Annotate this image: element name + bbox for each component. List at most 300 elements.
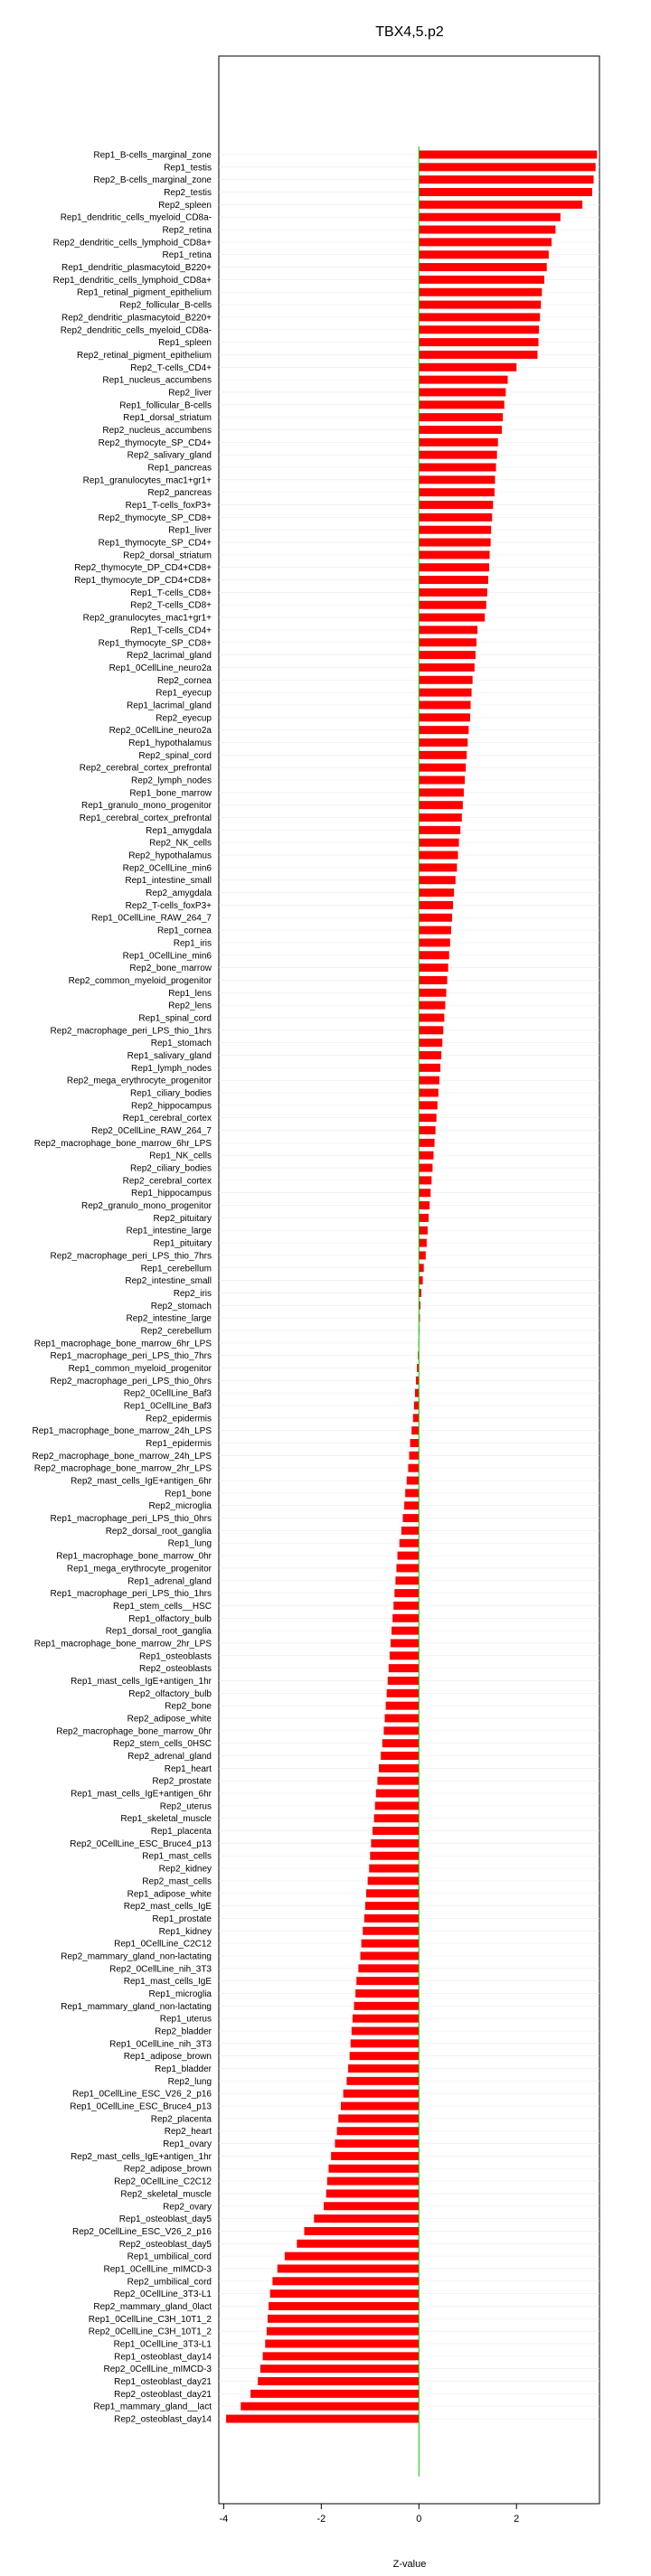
bar (413, 1414, 419, 1422)
bar (419, 1251, 426, 1259)
category-label: Rep1_stem_cells__HSC (113, 1601, 212, 1612)
category-label: Rep1_retinal_pigment_epithelium (77, 287, 212, 298)
bar (419, 614, 485, 622)
category-label: Rep2_mast_cells_IgE+antigen_6hr (71, 1476, 212, 1487)
bar (419, 964, 448, 972)
bar (350, 2052, 420, 2060)
category-label: Rep2_mast_cells_IgE+antigen_1hr (71, 2151, 212, 2162)
bar (419, 1201, 429, 1209)
bar (358, 1964, 419, 1972)
category-label: Rep1_olfactory_bulb (128, 1613, 212, 1624)
category-label: Rep2_iris (173, 1288, 212, 1299)
bar (365, 1902, 419, 1910)
bar (370, 1852, 419, 1860)
bar (371, 1839, 419, 1847)
category-label: Rep2_kidney (158, 1864, 212, 1875)
bar (419, 1227, 428, 1235)
category-label: Rep2_adrenal_gland (127, 1752, 212, 1763)
category-label: Rep1_spinal_cord (138, 1013, 212, 1024)
bar (379, 1764, 419, 1772)
bar (404, 1501, 419, 1509)
category-label: Rep2_macrophage_bone_marrow_24h_LPS (32, 1451, 212, 1462)
bar (401, 1527, 419, 1535)
category-label: Rep1_stomach (150, 1039, 212, 1049)
category-label: Rep1_placenta (150, 1827, 212, 1838)
bar (419, 351, 537, 359)
bar (419, 363, 516, 371)
category-label: Rep2_macrophage_peri_LPS_thio_7hrs (50, 1251, 212, 1262)
bar (419, 563, 489, 571)
bar (250, 2390, 419, 2398)
category-label: Rep2_adipose_white (127, 1714, 212, 1725)
category-label: Rep2_ovary (163, 2202, 212, 2213)
category-label: Rep1_thymocyte_DP_CD4+CD8+ (74, 576, 212, 587)
bar (398, 1552, 420, 1560)
bar (385, 1715, 420, 1723)
bar (419, 651, 476, 659)
bar (419, 475, 495, 484)
category-label: Rep2_osteoblast_day5 (118, 2239, 212, 2250)
category-label: Rep2_bone_marrow (129, 964, 212, 974)
bar (267, 2327, 419, 2336)
bar (419, 700, 470, 709)
category-label: Rep2_osteoblast_day21 (114, 2389, 212, 2400)
bar (395, 1576, 419, 1584)
category-label: Rep2_dorsal_root_ganglia (105, 1526, 212, 1537)
category-label: Rep2_eyecup (156, 713, 212, 724)
bar (419, 1026, 443, 1034)
bar (419, 1126, 435, 1134)
category-label: Rep1_testis (164, 163, 212, 174)
category-label: Rep2_common_myeloid_progenitor (68, 975, 212, 986)
bar (405, 1489, 419, 1497)
category-label: Rep1_granulo_mono_progenitor (81, 801, 212, 812)
bar (411, 1426, 419, 1434)
bar (419, 426, 502, 434)
category-label: Rep2_testis (164, 188, 212, 199)
bar (419, 826, 460, 834)
category-label: Rep2_stem_cells_0HSC (113, 1739, 212, 1750)
category-label: Rep2_lens (168, 1001, 212, 1011)
category-label: Rep2_pancreas (147, 488, 212, 499)
category-label: Rep1_prostate (152, 1913, 212, 1924)
bar (419, 250, 549, 259)
category-label: Rep2_cerebral_cortex (122, 1176, 212, 1187)
category-label: Rep2_epidermis (146, 1414, 212, 1424)
bar (366, 1889, 419, 1897)
category-label: Rep2_hippocampus (131, 1101, 212, 1112)
category-label: Rep2_bone (165, 1701, 212, 1712)
x-tick-label: 2 (514, 2514, 520, 2524)
bar (344, 2090, 420, 2098)
bar (419, 1101, 438, 1109)
bar (324, 2202, 419, 2210)
category-label: Rep2_T-cells_foxP3+ (125, 900, 212, 911)
category-label: Rep1_epidermis (146, 1439, 212, 1450)
category-label: Rep1_nucleus_accumbens (102, 375, 212, 386)
bar (419, 625, 477, 634)
category-label: Rep2_prostate (152, 1776, 212, 1787)
bar (419, 788, 464, 796)
category-label: Rep2_dendritic_cells_lymphoid_CD8a+ (52, 238, 212, 249)
category-label: Rep1_macrophage_peri_LPS_thio_7hrs (50, 1351, 212, 1362)
bar (353, 2015, 419, 2023)
bar (410, 1452, 420, 1460)
category-label: Rep1_dendritic_cells_lymphoid_CD8a+ (52, 275, 212, 286)
category-label: Rep1_macrophage_bone_marrow_24h_LPS (32, 1426, 212, 1437)
bar (419, 413, 503, 421)
bar (419, 1176, 431, 1184)
category-label: Rep2_lung (167, 2076, 212, 2087)
bar (419, 901, 453, 909)
category-label: Rep1_0CellLine_mIMCD-3 (103, 2264, 212, 2275)
bar (346, 2077, 419, 2085)
category-label: Rep2_0CellLine_ESC_V26_2_p16 (71, 2226, 212, 2237)
category-label: Rep1_lacrimal_gland (127, 700, 212, 711)
category-label: Rep1_0CellLine_min6 (122, 951, 212, 962)
category-label: Rep2_NK_cells (149, 838, 212, 849)
bar (419, 638, 476, 646)
category-label: Rep2_spleen (158, 200, 212, 211)
bar (335, 2139, 419, 2148)
bar (386, 1702, 420, 1710)
bar (394, 1589, 419, 1597)
bar (419, 1214, 429, 1222)
category-label: Rep1_B-cells_marginal_zone (93, 150, 212, 161)
bar (269, 2302, 419, 2310)
category-label: Rep1_adrenal_gland (127, 1576, 212, 1587)
bar (351, 2039, 420, 2047)
category-label: Rep2_pituitary (153, 1213, 212, 1224)
category-label: Rep2_uterus (159, 1801, 212, 1812)
category-label: Rep2_lymph_nodes (131, 776, 212, 786)
category-label: Rep2_cerebral_cortex_prefrontal (79, 763, 212, 774)
category-label: Rep2_0CellLine_C3H_10T1_2 (88, 2327, 212, 2337)
bar (260, 2364, 419, 2373)
x-tick-label: -4 (219, 2514, 229, 2524)
bar (341, 2102, 419, 2111)
category-label: Rep2_thymocyte_DP_CD4+CD8+ (74, 563, 212, 574)
category-label: Rep1_T-cells_foxP3+ (125, 501, 212, 512)
category-label: Rep2_0CellLine_ESC_Bruce4_p13 (70, 1838, 212, 1849)
category-label: Rep1_microglia (148, 1988, 212, 1999)
category-label: Rep1_umbilical_cord (127, 2252, 212, 2262)
category-label: Rep1_cerebral_cortex_prefrontal (79, 813, 212, 824)
category-label: Rep2_macrophage_bone_marrow_6hr_LPS (33, 1138, 212, 1149)
category-label: Rep2_cornea (156, 675, 212, 686)
category-label: Rep1_bone_marrow (129, 788, 212, 799)
category-label: Rep2_T-cells_CD4+ (130, 362, 212, 373)
category-label: Rep1_lung (167, 1538, 212, 1549)
bar (419, 813, 462, 822)
category-label: Rep1_cerebral_cortex (122, 1114, 212, 1124)
bar (368, 1876, 420, 1885)
category-label: Rep1_mammary_gland__lact (93, 2402, 212, 2412)
category-label: Rep1_mammary_gland_non-lactating (61, 2001, 212, 2012)
category-label: Rep2_microglia (148, 1501, 212, 1512)
category-label: Rep2_skeletal_muscle (120, 2189, 212, 2200)
category-label: Rep1_bone (165, 1489, 212, 1500)
category-label: Rep2_macrophage_bone_marrow_2hr_LPS (33, 1463, 212, 1474)
category-label: Rep1_skeletal_muscle (120, 1814, 212, 1825)
category-label: Rep1_0CellLine_3T3-L1 (113, 2339, 212, 2350)
category-label: Rep2_B-cells_marginal_zone (93, 175, 212, 186)
category-label: Rep1_bladder (155, 2064, 212, 2075)
category-label: Rep2_dendritic_plasmacytoid_B220+ (61, 313, 212, 324)
category-label: Rep1_osteoblast_day14 (114, 2352, 212, 2363)
bar (419, 1001, 445, 1010)
category-label: Rep2_0CellLine_min6 (122, 863, 212, 874)
category-label: Rep1_lymph_nodes (131, 1063, 212, 1074)
bar (419, 1152, 433, 1160)
bar (419, 464, 495, 472)
bar (226, 2415, 419, 2423)
category-label: Rep2_spinal_cord (138, 750, 212, 761)
category-label: Rep1_macrophage_peri_LPS_thio_0hrs (50, 1514, 212, 1525)
bar (419, 1189, 430, 1197)
category-label: Rep2_mammary_gland_non-lactating (61, 1951, 212, 1962)
bar (382, 1739, 419, 1747)
category-label: Rep2_osteoblast_day14 (114, 2414, 212, 2425)
category-label: Rep1_dorsal_striatum (123, 413, 212, 424)
category-label: Rep2_lacrimal_gland (127, 651, 212, 662)
category-label: Rep1_granulocytes_mac1+gr1+ (82, 475, 212, 486)
chart-title: TBX4,5.p2 (375, 24, 444, 40)
bar (419, 226, 555, 234)
category-label: Rep2_thymocyte_SP_CD8+ (98, 512, 212, 523)
category-label: Rep1_salivary_gland (127, 1050, 212, 1061)
bar (393, 1602, 419, 1610)
category-label: Rep1_0CellLine_ESC_V26_2_p16 (71, 2089, 212, 2100)
bar (419, 713, 470, 721)
bar (258, 2377, 419, 2385)
bar (285, 2252, 419, 2261)
category-label: Rep2_0CellLine_RAW_264_7 (90, 1126, 212, 1137)
category-label: Rep1_mast_cells_IgE+antigen_1hr (71, 1676, 212, 1687)
category-label: Rep1_uterus (159, 2014, 212, 2025)
category-label: Rep2_dendritic_cells_myeloid_CD8a- (60, 325, 212, 336)
bar (337, 2127, 420, 2135)
category-label: Rep1_iris (173, 938, 212, 949)
category-label: Rep1_pancreas (147, 463, 212, 474)
category-label: Rep2_mast_cells_IgE (123, 1902, 212, 1913)
category-label: Rep1_macrophage_bone_marrow_6hr_LPS (33, 1339, 212, 1349)
category-label: Rep1_osteoblast_day5 (118, 2214, 212, 2225)
category-label: Rep2_heart (164, 2127, 212, 2138)
bar (419, 1039, 442, 1047)
bar (374, 1814, 420, 1822)
bar (419, 438, 497, 447)
category-label: Rep1_osteoblasts (138, 1651, 212, 1662)
bar (419, 876, 455, 884)
bar (415, 1389, 419, 1397)
bar (419, 676, 472, 684)
bar (363, 1927, 419, 1935)
bar (352, 2027, 419, 2035)
bar (419, 526, 491, 534)
bar (419, 689, 471, 697)
bar (419, 539, 490, 547)
x-tick-label: -2 (316, 2514, 326, 2524)
bar (396, 1564, 419, 1572)
category-label: Rep2_liver (168, 388, 212, 399)
category-label: Rep2_0CellLine_Baf3 (123, 1388, 212, 1399)
bar (419, 751, 467, 759)
bar (241, 2402, 419, 2411)
category-label: Rep1_0CellLine_nih_3T3 (109, 2039, 212, 2050)
bar (419, 1164, 432, 1172)
category-label: Rep2_granulocytes_mac1+gr1+ (82, 613, 212, 624)
bar (419, 313, 540, 321)
bar (419, 1239, 427, 1247)
category-label: Rep1_adipose_white (127, 1889, 212, 1900)
bar (419, 550, 489, 559)
x-axis-label: Z-value (392, 2559, 427, 2570)
category-label: Rep1_lens (168, 988, 212, 999)
category-label: Rep1_hypothalamus (128, 738, 212, 748)
bar (355, 1989, 419, 1998)
category-label: Rep1_dendritic_cells_myeloid_CD8a- (60, 212, 212, 223)
category-label: Rep1_retina (162, 250, 212, 261)
category-label: Rep2_stomach (150, 1301, 212, 1312)
category-label: Rep1_0CellLine_C2C12 (114, 1939, 212, 1950)
bar (419, 839, 458, 847)
category-label: Rep1_0CellLine_RAW_264_7 (90, 913, 212, 924)
bar (369, 1865, 419, 1873)
bar (419, 726, 468, 734)
category-label: Rep1_0CellLine_neuro2a (108, 663, 212, 673)
bar (268, 2315, 419, 2323)
bar (419, 1089, 439, 1097)
bar (419, 576, 488, 584)
bar (376, 1790, 420, 1798)
bar (419, 188, 592, 196)
category-label: Rep1_macrophage_peri_LPS_thio_1hrs (50, 1589, 212, 1600)
bar (388, 1677, 420, 1685)
category-label: Rep2_amygdala (146, 888, 212, 899)
category-label: Rep1_heart (164, 1763, 212, 1774)
bar (381, 1752, 419, 1760)
bar (328, 2165, 419, 2173)
bar (419, 263, 546, 271)
bar (419, 151, 597, 159)
bar (419, 989, 446, 997)
category-label: Rep2_bladder (155, 2026, 212, 2037)
category-label: Rep1_osteoblast_day21 (114, 2377, 212, 2388)
bar (419, 1064, 440, 1072)
category-label: Rep1_amygdala (146, 825, 212, 836)
category-label: Rep2_olfactory_bulb (128, 1688, 212, 1699)
category-label: Rep2_osteoblasts (138, 1664, 212, 1675)
category-label: Rep2_nucleus_accumbens (102, 425, 212, 436)
bar (419, 1114, 436, 1122)
category-label: Rep2_mega_erythrocyte_progenitor (66, 1076, 212, 1086)
category-label: Rep2_mammary_gland_0lact (93, 2301, 212, 2312)
bar (419, 501, 493, 509)
bar (272, 2277, 419, 2285)
bar (331, 2152, 419, 2160)
bar (419, 663, 475, 672)
category-label: Rep2_cerebellum (140, 1326, 212, 1337)
plot-frame (219, 56, 599, 2504)
bar (265, 2340, 419, 2348)
category-label: Rep1_macrophage_bone_marrow_2hr_LPS (33, 1639, 212, 1650)
category-label: Rep1_NK_cells (149, 1151, 212, 1161)
bar (270, 2289, 420, 2298)
bar (354, 2002, 420, 2010)
bar (419, 488, 495, 496)
bar (419, 513, 492, 522)
bar (263, 2352, 420, 2360)
bar (373, 1827, 419, 1835)
bar (419, 764, 466, 772)
category-label: Rep1_adipose_brown (123, 2052, 212, 2063)
category-label: Rep1_ovary (163, 2139, 212, 2150)
category-label: Rep2_intestine_small (125, 1276, 212, 1287)
bar (419, 175, 593, 183)
bar (419, 888, 454, 897)
category-label: Rep1_follicular_B-cells (119, 400, 212, 411)
category-label: Rep1_dorsal_root_ganglia (105, 1626, 212, 1637)
bar (326, 2189, 420, 2197)
bar (392, 1627, 419, 1635)
category-label: Rep2_adipose_brown (123, 2164, 212, 2175)
category-label: Rep2_hypothalamus (128, 851, 212, 861)
bar (419, 400, 504, 409)
bar (419, 738, 467, 747)
category-label: Rep2_macrophage_peri_LPS_thio_1hrs (50, 1026, 212, 1037)
bar (348, 2064, 419, 2073)
category-label: Rep2_0CellLine_neuro2a (108, 726, 212, 737)
bar (419, 451, 496, 459)
bar (387, 1689, 420, 1697)
bar (419, 951, 448, 959)
bar (362, 1940, 420, 1948)
category-label: Rep1_T-cells_CD8+ (130, 588, 212, 598)
category-label: Rep1_thymocyte_SP_CD4+ (98, 538, 212, 549)
bar (419, 376, 507, 384)
category-label: Rep1_hippocampus (131, 1189, 212, 1199)
bar (361, 1951, 420, 1960)
bar (364, 1914, 419, 1923)
category-label: Rep1_mast_cells (142, 1851, 212, 1862)
bar (419, 926, 451, 935)
bar (419, 213, 561, 221)
bar (419, 1264, 423, 1272)
bar (419, 1139, 434, 1147)
bar (314, 2214, 419, 2223)
bar (419, 601, 486, 609)
bar (419, 1051, 441, 1059)
bar (419, 801, 463, 809)
category-label: Rep2_0CellLine_nih_3T3 (109, 1964, 212, 1975)
category-label: Rep1_0CellLine_Baf3 (123, 1401, 212, 1412)
bar (407, 1477, 419, 1485)
bar (356, 1977, 419, 1985)
category-labels-group (33, 151, 212, 2425)
bar (338, 2114, 419, 2122)
category-label: Rep1_thymocyte_SP_CD8+ (98, 638, 212, 649)
bar (377, 1777, 419, 1785)
category-label: Rep1_common_myeloid_progenitor (68, 1363, 212, 1374)
bar (408, 1464, 419, 1472)
bar (389, 1664, 419, 1672)
category-label: Rep2_0CellLine_C2C12 (114, 2176, 212, 2187)
category-label: Rep1_intestine_small (125, 876, 212, 887)
bar (419, 776, 465, 785)
bar (383, 1726, 419, 1735)
bar (419, 388, 505, 396)
